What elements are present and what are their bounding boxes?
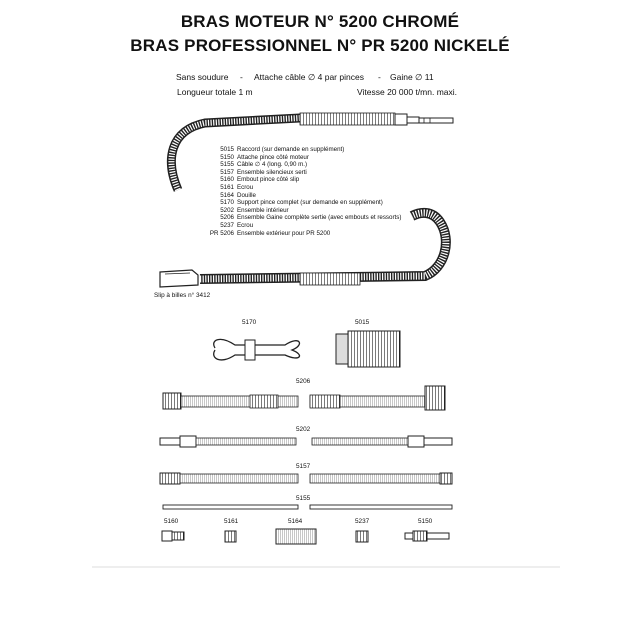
gaine-5206-illustration [163,386,445,410]
spec-gaine: Gaine ∅ 11 [390,72,434,82]
label-5164: 5164 [288,518,303,525]
label-5155: 5155 [296,495,311,502]
part-desc: Douille [237,191,256,199]
label-5157: 5157 [296,463,311,470]
spec-vitesse: Vitesse 20 000 t/mn. maxi. [357,87,458,97]
part-code: 5155 [220,161,234,169]
part-code: 5157 [220,168,234,176]
part-code: PR 5206 [209,229,234,237]
clip-5170-illustration [214,339,300,360]
part-desc: Ensemble Gaine complète sertie (avec embouts et ressorts) [237,214,402,222]
part-desc: Ecrou [237,183,254,191]
upper-arm-illustration [171,113,453,190]
label-5206: 5206 [296,378,311,385]
part-code: 5015 [220,146,234,153]
label-5161: 5161 [224,518,239,525]
part-desc: Câble ∅ 4 (long. 0,90 m.) [237,161,308,169]
spec-separator: - [240,72,243,82]
slip-label: Slip à billes n° 3412 [154,292,211,299]
label-5237: 5237 [355,518,370,525]
part-desc: Attache pince côté moteur [237,153,309,161]
part-desc: Ecrou [237,221,254,229]
cable-5155-illustration [163,505,452,509]
part-5164-illustration [276,529,316,544]
label-5015: 5015 [355,319,370,326]
page-subtitle: BRAS PROFESSIONNEL N° PR 5200 NICKELÉ [130,36,510,55]
part-desc: Support pince complet (sur demande en supplément) [237,199,383,207]
part-5161-illustration [225,531,236,542]
part-code: 5160 [220,176,234,184]
part-desc: Ensemble intérieur [237,206,289,214]
label-5170: 5170 [242,319,257,326]
part-code: 5161 [220,183,234,191]
part-5150-illustration [405,531,449,541]
part-desc: Embout pince côté slip [237,176,300,184]
part-code: 5150 [220,153,234,161]
part-5237-illustration [356,531,368,542]
spec-longueur: Longueur totale 1 m [177,87,253,97]
part-5160-illustration [162,531,184,541]
part-code: 5170 [220,199,234,207]
label-5160: 5160 [164,518,179,525]
silencieux-5157-illustration [160,473,452,484]
part-code: 5164 [220,191,234,199]
part-code: 5237 [220,221,234,229]
spec-sans-soudure: Sans soudure [176,72,229,82]
part-desc: Ensemble silencieux serti [237,168,307,176]
spec-separator: - [378,72,381,82]
label-5150: 5150 [418,518,433,525]
part-desc: Raccord (sur demande en supplément) [237,146,345,153]
part-code: 5202 [220,206,234,214]
page-title: BRAS MOTEUR N° 5200 CHROMÉ [180,12,460,31]
part-code: 5206 [220,214,234,222]
lower-arm-illustration [160,213,446,287]
spec-attache: Attache câble ∅ 4 par pinces [254,72,364,82]
raccord-5015-illustration [336,331,400,367]
part-desc: Ensemble extérieur pour PR 5200 [237,229,331,237]
label-5202: 5202 [296,426,311,433]
interieur-5202-illustration [160,436,452,447]
